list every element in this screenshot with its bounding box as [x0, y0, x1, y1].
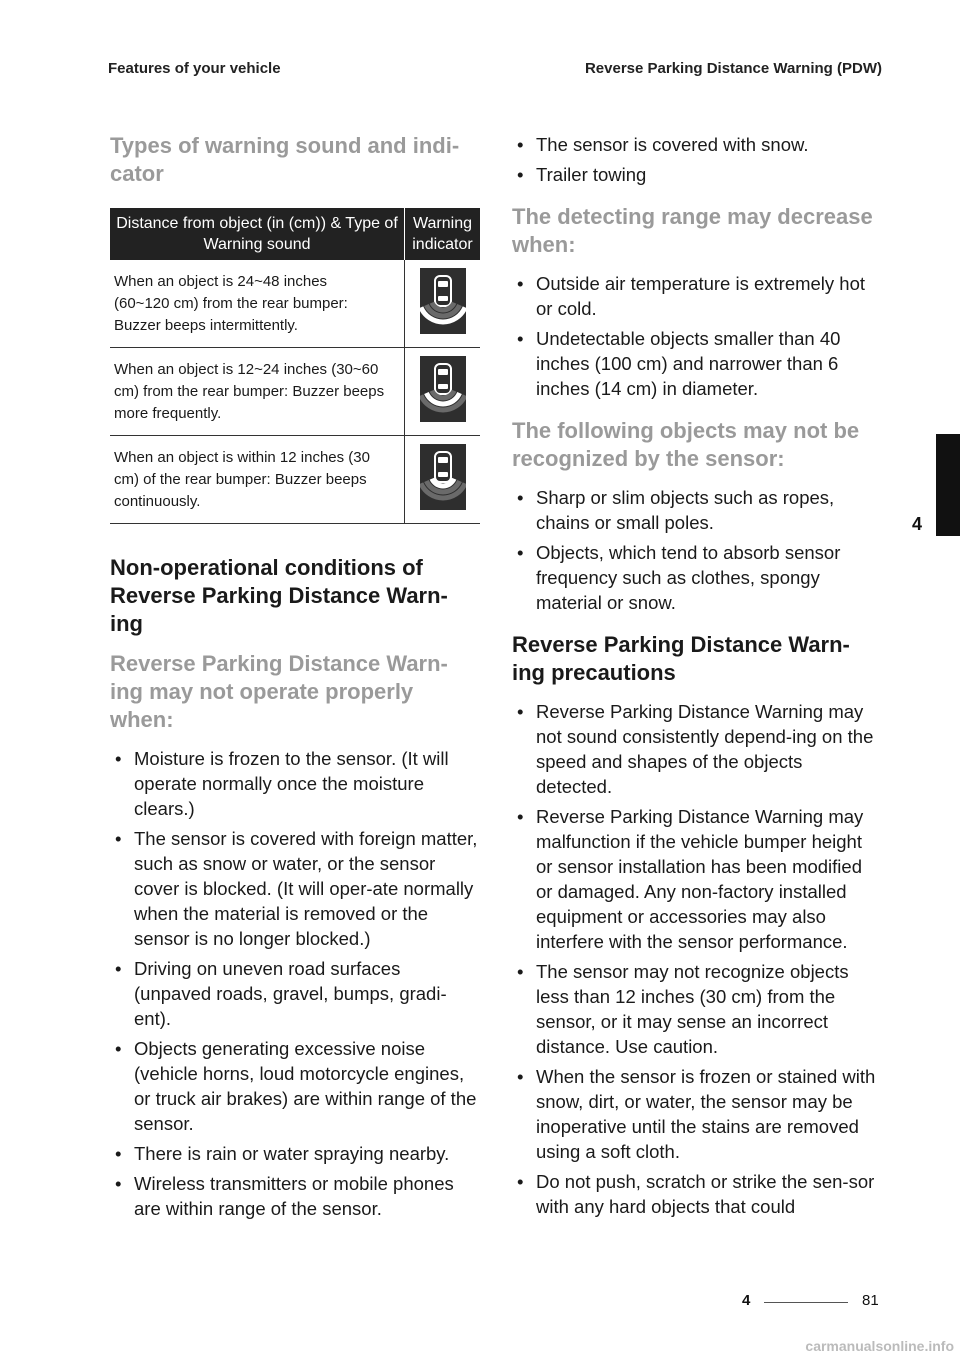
left-column: [110, 132, 480, 1237]
car-warning-indicator-icon: [420, 268, 466, 334]
car-warning-indicator-icon: [420, 444, 466, 510]
list-item: • Undetectable objects smaller than 40 inches (100 cm) and narrower than 6 inches (14 cm) in diameter.: [512, 326, 882, 401]
list-item: • Driving on uneven road surfaces (unpaved roads, gravel, bumps, gradi-ent).: [110, 956, 480, 1031]
list-item: • Moisture is frozen to the sensor. (It will operate normally once the moisture clears.): [110, 746, 480, 821]
list-continued: [512, 132, 882, 187]
list-objects-not-recognized: [512, 485, 882, 615]
table-row: [110, 436, 480, 524]
watermark-text: carmanualsonline.info: [805, 1338, 954, 1354]
heading-precautions: Reverse Parking Distance Warn-ing precautions: [512, 632, 850, 685]
heading-detecting-range: The detecting range may decrease when:: [512, 204, 873, 257]
right-column: [512, 132, 882, 1235]
list-item: • Outside air temperature is extremely hot or cold.: [512, 271, 882, 321]
list-item: • The sensor is covered with foreign matter, such as snow or water, or the sensor cover is blocked. (It will oper-ate normally when the material is removed or the sensor is no longer blocked.): [110, 826, 480, 951]
list-precautions: [512, 699, 882, 1219]
list-item: • Reverse Parking Distance Warning may not sound consistently depend-ing on the speed and shapes of the objects detected.: [512, 699, 882, 799]
header-chapter-title: Reverse Parking Distance Warning (PDW): [584, 60, 882, 77]
warning-table: [110, 208, 480, 524]
chapter-side-number: 4: [912, 514, 923, 534]
footer-divider: [764, 1302, 848, 1303]
heading-types-of-warning: Types of warning sound and indi-cator: [110, 133, 460, 186]
list-item: • Sharp or slim objects such as ropes, chains or small poles.: [512, 485, 882, 535]
list-item: • The sensor may not recognize objects less than 12 inches (30 cm) from the sensor, or it may sense an incorrect distance. Use caution.: [512, 959, 882, 1059]
table-header-distance: Distance from object (in (cm)) & Type of Warning sound: [110, 208, 405, 260]
list-detecting-range: [512, 271, 882, 401]
heading-non-operational: Non-operational conditions of Reverse Parking Distance Warn-ing: [110, 555, 448, 636]
row-indicator: [405, 436, 481, 524]
list-item: • The sensor is covered with snow.: [512, 132, 882, 157]
row-description: When an object is 24~48 inches (60~120 cm) from the rear bumper: Buzzer beeps intermittently.: [110, 260, 405, 348]
table-row: [110, 348, 480, 436]
list-item: • There is rain or water spraying nearby.: [110, 1141, 480, 1166]
car-warning-indicator-icon: [420, 356, 466, 422]
heading-may-not-operate: Reverse Parking Distance Warn-ing may not operate properly when:: [110, 651, 448, 732]
list-item: • Do not push, scratch or strike the sen-sor with any hard objects that could: [512, 1169, 882, 1219]
row-description: When an object is within 12 inches (30 cm) of the rear bumper: Buzzer beeps continuously.: [110, 436, 405, 524]
table-header-indicator: Warning indicator: [405, 208, 481, 260]
row-indicator: [405, 260, 481, 348]
row-indicator: [405, 348, 481, 436]
list-item: • Wireless transmitters or mobile phones are within range of the sensor.: [110, 1171, 480, 1221]
list-item: • When the sensor is frozen or stained with snow, dirt, or water, the sensor may be inoperative until the stains are removed using a soft cloth.: [512, 1064, 882, 1164]
list-item: • Reverse Parking Distance Warning may malfunction if the vehicle bumper height or sensor installation has been modified or damaged. Any non-factory installed equipment or accessories may also interfere with the sensor performance.: [512, 804, 882, 954]
list-item: • Objects, which tend to absorb sensor frequency such as clothes, spongy material or snow.: [512, 540, 882, 615]
list-item: • Trailer towing: [512, 162, 882, 187]
header-section-title: Features of your vehicle: [108, 60, 281, 77]
table-row: [110, 260, 480, 348]
footer-chapter-number: 4: [742, 1292, 751, 1309]
row-description: When an object is 12~24 inches (30~60 cm) from the rear bumper: Buzzer beeps more frequently.: [110, 348, 405, 436]
list-may-not-operate: [110, 746, 480, 1221]
list-item: • Objects generating excessive noise (vehicle horns, loud motorcycle engines, or truck air brakes) are within range of the sensor.: [110, 1036, 480, 1136]
footer-page-number: 81: [862, 1292, 879, 1309]
chapter-side-tab: [936, 434, 960, 536]
heading-objects-not-recognized: The following objects may not be recognized by the sensor:: [512, 418, 860, 471]
